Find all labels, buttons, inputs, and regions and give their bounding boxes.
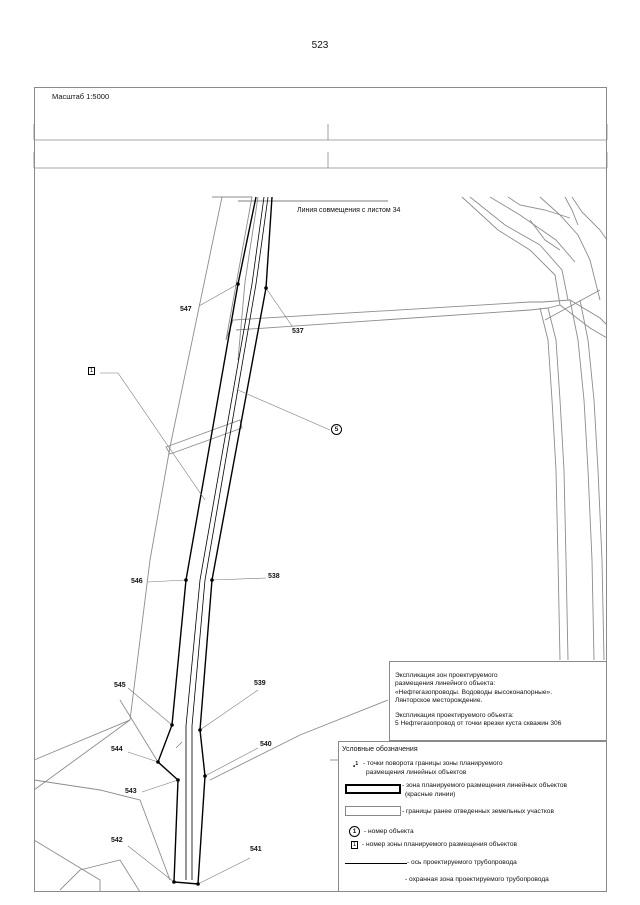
scale-label: Масштаб 1:5000 (52, 92, 110, 101)
legend-zone-line1: - зона планируемого размещения линейных объектов (402, 782, 567, 789)
point-label-540: 540 (260, 741, 272, 748)
object-number-badge: 5 (331, 424, 342, 435)
legend-pipe-axis: - ось проектируемого трубопровода (407, 859, 517, 866)
explication-line: размещения линейного объекта: (395, 680, 496, 688)
point-marker-icon: •$^1$ (353, 761, 359, 771)
legend-box (338, 741, 607, 892)
point-label-544: 544 (111, 746, 123, 753)
object-circle-icon: 1 (349, 826, 360, 837)
parcel-swatch (345, 806, 401, 816)
explication-line: Экспликация зон проектируемого (395, 672, 498, 679)
legend-zone-line2: (красные линии) (405, 791, 456, 798)
explication-line: Лянторское месторождение. (395, 697, 483, 705)
pipe-axis (186, 197, 268, 880)
point-label-545: 545 (114, 682, 126, 689)
explication-line: 5 Нефтегазопровод от точки врезки куста скважин 306 (395, 720, 562, 728)
legend-points-line1: - точки поворота границы зоны планируемого (363, 760, 503, 767)
explication-line: Экспликация проектируемого объекта: (395, 711, 514, 719)
point-label-546: 546 (131, 578, 143, 585)
pipe-axis-swatch (345, 863, 407, 864)
legend-points-line2: размещения линейных объектов (366, 769, 467, 776)
zone-swatch (345, 784, 401, 794)
point-label-542: 542 (111, 837, 123, 844)
point-label-538: 538 (268, 573, 280, 580)
title-block-lines (34, 124, 607, 168)
point-label-539: 539 (254, 680, 266, 687)
point-label-547: 547 (180, 306, 192, 313)
legend-object-number: - номер объекта (364, 828, 414, 835)
legend-title: Условные обозначения (342, 746, 418, 753)
join-line-label: Линия совмещения с листом 34 (297, 207, 401, 214)
legend-protect-zone: - охранная зона проектируемого трубопровода (405, 876, 549, 883)
point-label-537: 537 (292, 328, 304, 335)
point-label-543: 543 (125, 788, 137, 795)
explication-box (389, 661, 607, 741)
legend-parcels: - границы ранее отведенных земельных участков (402, 808, 554, 815)
zone-number-badge: 1 (89, 368, 94, 374)
point-label-541: 541 (250, 846, 262, 853)
page-number: 523 (311, 40, 329, 51)
explication-line: «Нефтегазопроводы. Водоводы высоконапорные». (395, 688, 553, 696)
legend-zone-number: - номер зоны планируемого размещения объектов (362, 841, 518, 848)
zone-square-icon: 1 (352, 842, 357, 848)
